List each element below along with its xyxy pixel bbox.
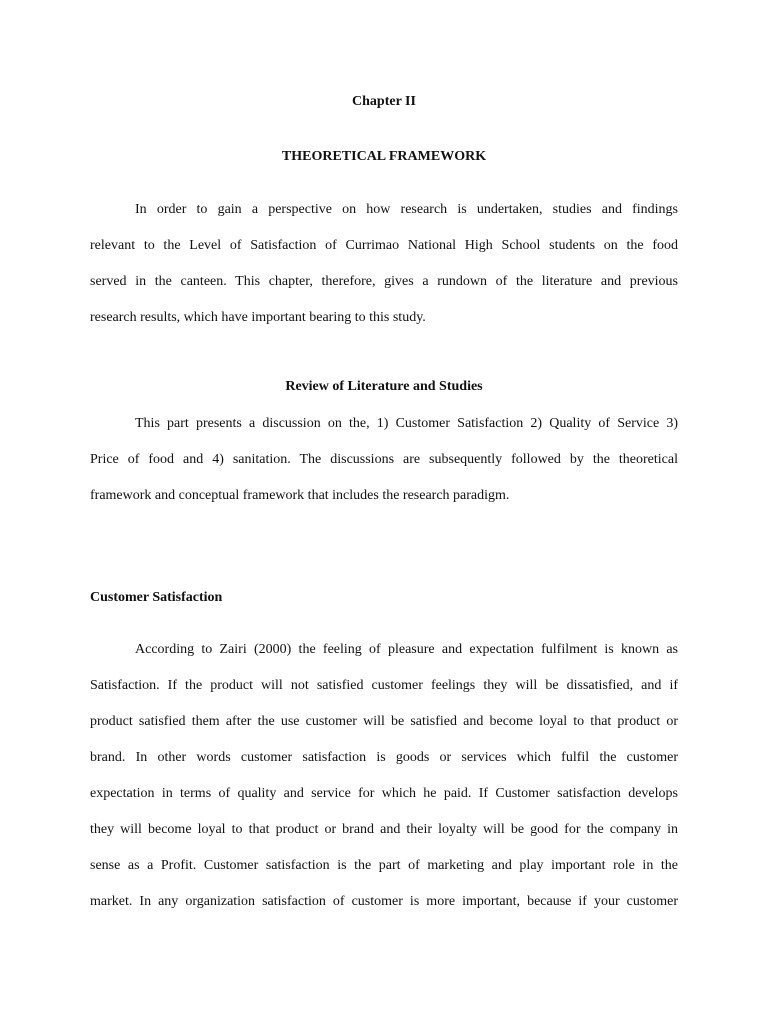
- review-line-3: framework and conceptual framework that includes the research paradigm.: [90, 488, 510, 503]
- cs-line-3: product satisfied them after the use customer will be satisfied and become loyal to that product or: [90, 714, 678, 729]
- chapter-label: Chapter II: [352, 94, 416, 109]
- review-line-1: This part presents a discussion on the, 1) Customer Satisfaction 2) Quality of Service 3): [135, 416, 678, 431]
- intro-paragraph: [90, 201, 678, 345]
- customer-satisfaction-heading: Customer Satisfaction: [90, 590, 223, 605]
- cs-line-5: expectation in terms of quality and service for which he paid. If Customer satisfaction develops: [90, 786, 678, 801]
- cs-line-1: According to Zairi (2000) the feeling of pleasure and expectation fulfilment is known as: [135, 642, 678, 657]
- intro-line-2: relevant to the Level of Satisfaction of Currimao National High School students on the food: [90, 238, 678, 253]
- review-heading: Review of Literature and Studies: [285, 379, 483, 394]
- intro-line-4: research results, which have important bearing to this study.: [90, 310, 426, 325]
- intro-line-1: In order to gain a perspective on how research is undertaken, studies and findings: [135, 202, 678, 217]
- cs-line-6: they will become loyal to that product or brand and their loyalty will be good for the company in: [90, 822, 678, 837]
- review-line-2: Price of food and 4) sanitation. The discussions are subsequently followed by the theoretical: [90, 452, 678, 467]
- intro-line-3: served in the canteen. This chapter, therefore, gives a rundown of the literature and previous: [90, 274, 678, 289]
- cs-line-2: Satisfaction. If the product will not satisfied customer feelings they will be dissatisfied, and if: [90, 678, 678, 693]
- cs-line-8: market. In any organization satisfaction of customer is more important, because if your customer: [90, 894, 678, 909]
- cs-line-7: sense as a Profit. Customer satisfaction is the part of marketing and play important role in the: [90, 858, 678, 873]
- customer-satisfaction-paragraph: [90, 641, 678, 929]
- chapter-title: THEORETICAL FRAMEWORK: [281, 149, 487, 164]
- review-paragraph: [90, 415, 678, 523]
- cs-line-4: brand. In other words customer satisfaction is goods or services which fulfil the customer: [90, 750, 678, 765]
